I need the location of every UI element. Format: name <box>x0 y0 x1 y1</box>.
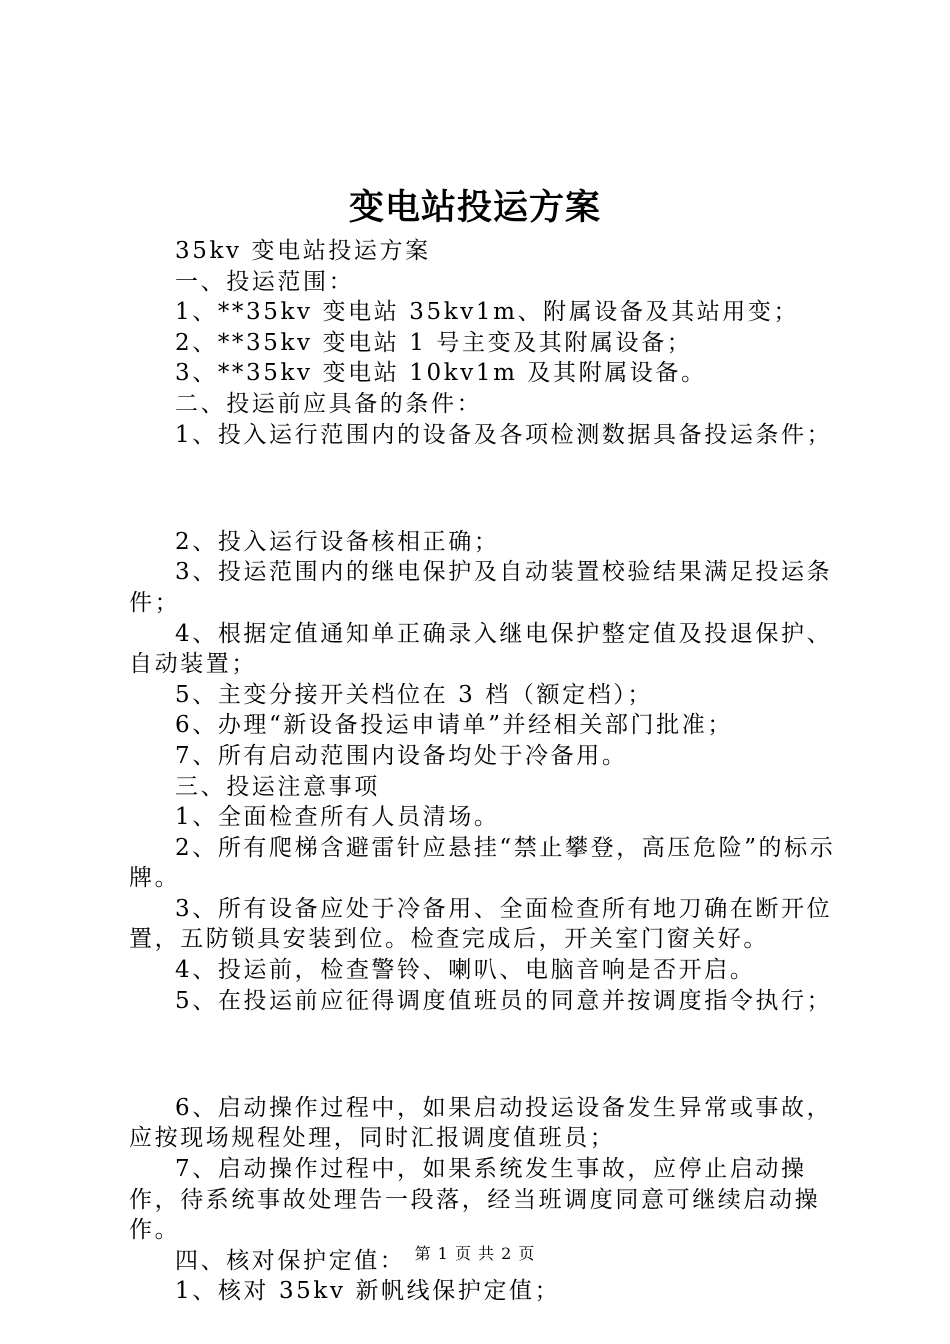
body-paragraph: 1、**35kv 变电站 35kv1m、附属设备及其站用变； <box>175 299 800 326</box>
page-footer: 第 1 页 共 2 页 <box>414 1244 536 1263</box>
body-paragraph: 5、在投运前应征得调度值班员的同意并按调度指令执行； <box>175 987 833 1014</box>
blank-line <box>129 473 841 504</box>
body-paragraph: 7、启动操作过程中，如果系统发生事故，应停止启动操作，待系统事故处理告一段落，经当班调度同意可继续启动操作。 <box>129 1156 821 1244</box>
body-paragraph: 一、投运范围： <box>175 268 355 295</box>
body-paragraph: 4、根据定值通知单正确录入继电保护整定值及投退保护、自动装置； <box>129 620 833 678</box>
body-paragraph: 2、**35kv 变电站 1 号主变及其附属设备； <box>175 329 693 356</box>
body-paragraph: 5、主变分接开关档位在 3 档（额定档）； <box>175 681 653 708</box>
body-paragraph: 1、核对 35kv 新帆线保护定值； <box>175 1278 561 1305</box>
body-paragraph: 1、投入运行范围内的设备及各项检测数据具备投运条件； <box>175 421 833 448</box>
body-paragraph: 3、所有设备应处于冷备用、全面检查所有地刀确在断开位置，五防锁具安装到位。检查完成后，开关室门窗关好。 <box>129 895 833 953</box>
body-paragraph: 2、所有爬梯含避雷针应悬挂“禁止攀登，高压危险”的标示牌。 <box>129 834 836 892</box>
body-paragraph: 3、**35kv 变电站 10kv1m 及其附属设备。 <box>175 360 707 387</box>
body-paragraph: 7、所有启动范围内设备均处于冷备用。 <box>175 742 628 769</box>
body-paragraph: 3、投运范围内的继电保护及自动装置校验结果满足投运条件； <box>129 559 833 616</box>
body-paragraph: 2、投入运行设备核相正确； <box>175 528 500 555</box>
document-body <box>129 236 841 1307</box>
body-paragraph: 四、核对保护定值： <box>175 1247 406 1274</box>
body-paragraph: 4、投运前，检查警铃、喇叭、电脑音响是否开启。 <box>175 957 756 984</box>
body-paragraph: 6、办理“新设备投运申请单”并经相关部门批准； <box>175 712 733 739</box>
body-paragraph: 1、全面检查所有人员清场。 <box>175 804 500 831</box>
document-title: 变电站投运方案 <box>348 187 601 228</box>
body-paragraph: 6、启动操作过程中，如果启动投运设备发生异常或事故，应按现场规程处理，同时汇报调度值班员； <box>129 1094 833 1152</box>
body-paragraph: 二、投运前应具备的条件： <box>175 390 483 417</box>
body-paragraph: 三、投运注意事项 <box>175 773 380 800</box>
body-paragraph: 35kv 变电站投运方案 <box>175 238 431 264</box>
blank-line <box>129 1039 841 1070</box>
